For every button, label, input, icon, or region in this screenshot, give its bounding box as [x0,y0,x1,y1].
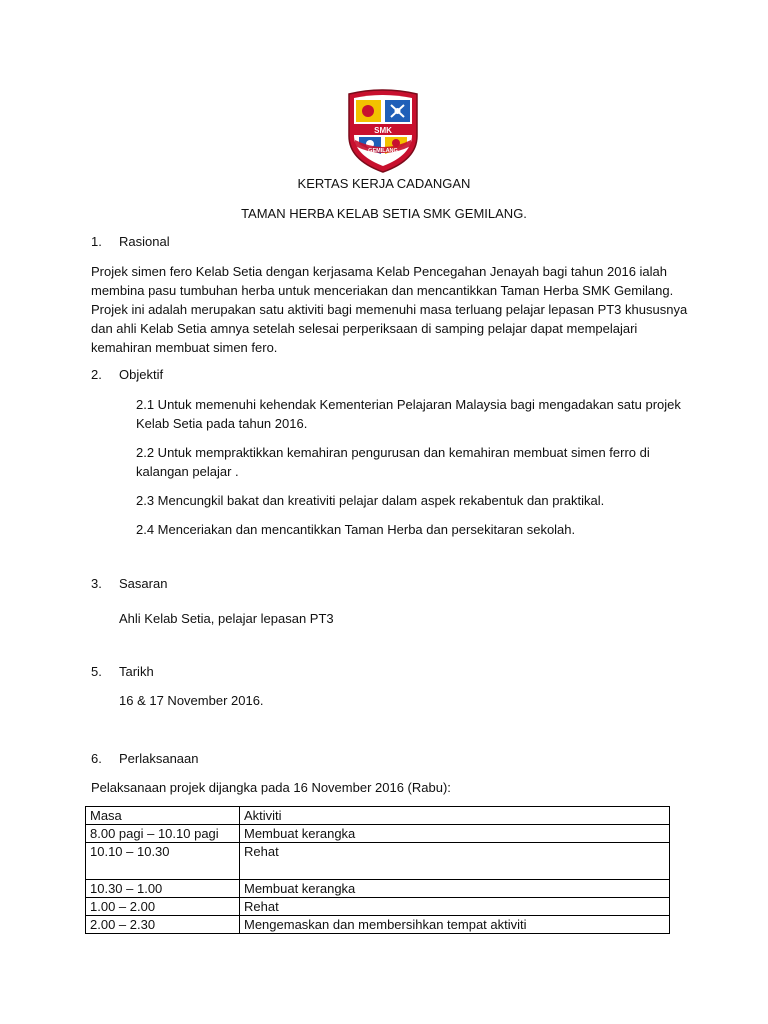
table-row [86,880,670,898]
table-cell: Rehat [240,898,670,916]
section-5-number: 5. [91,664,102,679]
table-cell: Rehat [240,843,670,880]
objective-item [136,395,696,433]
section-6-number: 6. [91,751,102,766]
section-3-number: 3. [91,576,102,591]
table-cell: 1.00 – 2.00 [86,898,240,916]
objective-line: Kelab Setia pada tahun 2016. [136,416,308,431]
rasional-paragraph [91,262,691,357]
table-row [86,916,670,934]
perlaksanaan-intro: Pelaksanaan projek dijangka pada 16 November 2016 (Rabu): [91,780,451,795]
schedule-table [85,806,670,934]
table-header-row [86,807,670,825]
table-cell: Membuat kerangka [240,825,670,843]
tarikh-text: 16 & 17 November 2016. [119,693,264,708]
objective-item [136,491,696,510]
rasional-line: Projek ini adalah merupakan satu aktiviti bagi memenuhi masa terluang pelajar lepasan PT3 khususnya [91,302,688,317]
section-1-number: 1. [91,234,102,249]
table-cell: 10.30 – 1.00 [86,880,240,898]
objective-line: kalangan pelajar . [136,464,239,479]
objective-line: 2.3 Mencungkil bakat dan kreativiti pelajar dalam aspek rekabentuk dan praktikal. [136,493,605,508]
objective-item [136,443,696,481]
section-5-heading: Tarikh [119,664,154,679]
objective-line: 2.4 Menceriakan dan mencantikkan Taman Herba dan persekitaran sekolah. [136,522,576,537]
rasional-line: kemahiran membuat simen fero. [91,340,278,355]
section-2-number: 2. [91,367,102,382]
table-row [86,898,670,916]
sasaran-text: Ahli Kelab Setia, pelajar lepasan PT3 [119,611,334,626]
objective-line: 2.1 Untuk memenuhi kehendak Kementerian Pelajaran Malaysia bagi mengadakan satu projek [136,397,681,412]
section-6-heading: Perlaksanaan [119,751,199,766]
rasional-line: Projek simen fero Kelab Setia dengan kerjasama Kelab Pencegahan Jenayah bagi tahun 2016 ialah [91,264,668,279]
table-row [86,825,670,843]
table-cell: 10.10 – 10.30 [86,843,240,880]
section-2-heading: Objektif [119,367,164,382]
table-header-cell: Masa [86,807,240,825]
svg-text:GEMILANG: GEMILANG [368,148,398,154]
document-title: KERTAS KERJA CADANGAN [297,176,471,191]
section-1-heading: Rasional [119,234,170,249]
school-crest-logo [345,88,421,174]
table-cell: Membuat kerangka [240,880,670,898]
objective-item [136,520,696,539]
svg-text:SMK: SMK [374,126,392,135]
table-row [86,843,670,880]
table-cell: 8.00 pagi – 10.10 pagi [86,825,240,843]
document-subtitle: TAMAN HERBA KELAB SETIA SMK GEMILANG. [241,206,527,221]
table-header-cell: Aktiviti [240,807,670,825]
rasional-line: membina pasu tumbuhan herba untuk menceriakan dan mencantikkan Taman Herba SMK Gemilang. [91,283,674,298]
objective-line: 2.2 Untuk mempraktikkan kemahiran pengurusan dan kemahiran membuat simen ferro di [136,445,650,460]
table-cell: 2.00 – 2.30 [86,916,240,934]
section-3-heading: Sasaran [119,576,168,591]
rasional-line: dan ahli Kelab Setia amnya setelah selesai perperiksaan di samping pelajar dapat mempelajari [91,321,638,336]
table-cell: Mengemaskan dan membersihkan tempat aktiviti [240,916,670,934]
